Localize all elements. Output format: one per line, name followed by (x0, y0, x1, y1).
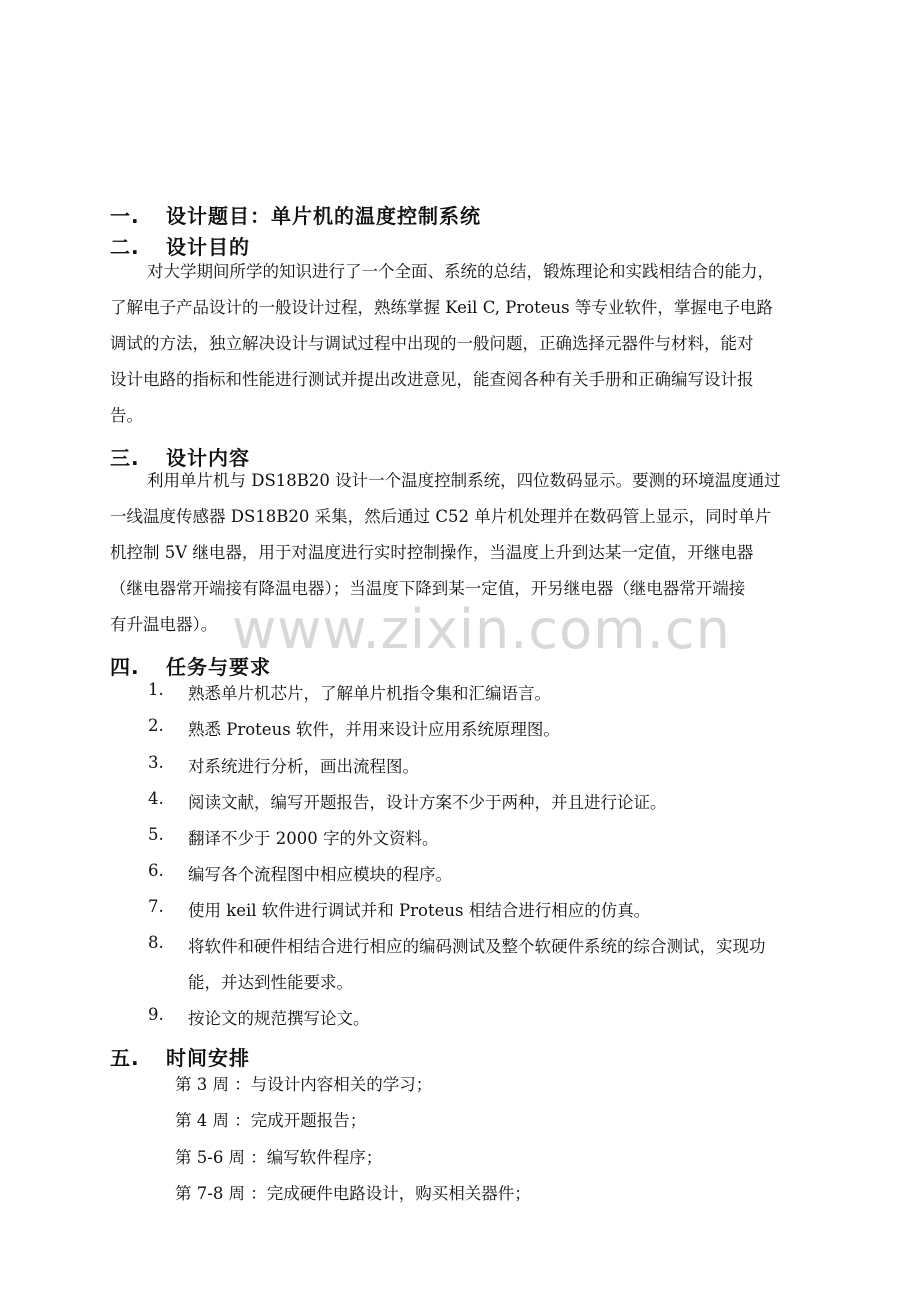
list-number: 8. (148, 933, 164, 952)
paragraph-line: 设计电路的指标和性能进行测试并提出改进意见，能查阅各种有关手册和正确编写设计报 (110, 370, 754, 389)
paragraph-line: 调试的方法，独立解决设计与调试过程中出现的一般问题，正确选择元器件与材料，能对 (110, 334, 754, 353)
list-number: 1. (148, 680, 164, 699)
section-3-paragraph (110, 463, 840, 643)
section-title: 设计内容 (166, 446, 250, 470)
paragraph-line: 利用单片机与 DS18B20 设计一个温度控制系统，四位数码显示。要测的环境温度通过 (147, 471, 781, 490)
section-title: 设计目的 (166, 235, 250, 259)
section-number: 三. (110, 446, 140, 470)
list-text: 阅读文献，编写开题报告，设计方案不少于两种，并且进行论证。 (188, 793, 667, 812)
section-number: 四. (110, 655, 140, 679)
list-text: 翻译不少于 2000 字的外文资料。 (188, 829, 439, 848)
list-text: 熟悉 Proteus 软件，并用来设计应用系统原理图。 (188, 720, 560, 739)
section-1-heading (110, 200, 481, 229)
list-number: 5. (148, 825, 164, 844)
section-number: 一. (110, 204, 140, 228)
schedule-item: 第 3 周 ：与设计内容相关的学习； (175, 1075, 433, 1094)
list-number: 6. (148, 861, 164, 880)
paragraph-line: 有升温电器）。 (110, 615, 218, 634)
section-number: 五. (110, 1046, 140, 1070)
list-text: 对系统进行分析，画出流程图。 (188, 757, 419, 776)
list-number: 9. (148, 1005, 164, 1024)
list-text: 使用 keil 软件进行调试并和 Proteus 相结合进行相应的仿真。 (188, 901, 651, 920)
schedule-item: 第 5-6 周 ：编写软件程序； (175, 1148, 383, 1167)
list-text: 按论文的规范撰写论文。 (188, 1009, 370, 1028)
section-title: 设计题目：单片机的温度控制系统 (166, 204, 481, 228)
list-text: 编写各个流程图中相应模块的程序。 (188, 865, 452, 884)
paragraph-line: 告。 (110, 406, 143, 425)
list-text: 将软件和硬件相结合进行相应的编码测试及整个软硬件系统的综合测试，实现功 (188, 937, 766, 956)
list-number: 4. (148, 789, 164, 808)
section-title: 任务与要求 (166, 655, 271, 679)
list-number: 2. (148, 716, 164, 735)
schedule-item: 第 7-8 周 ：完成硬件电路设计，购买相关器件； (175, 1184, 531, 1203)
paragraph-line: 对大学期间所学的知识进行了一个全面、系统的总结，锻炼理论和实践相结合的能力， (147, 262, 774, 281)
list-number: 3. (148, 753, 164, 772)
paragraph-line: 机控制 5V 继电器，用于对温度进行实时控制操作，当温度上升到达某一定值，开继电器 (110, 543, 754, 562)
list-text-continued: 能，并达到性能要求。 (188, 973, 353, 992)
paragraph-line: 了解电子产品设计的一般设计过程，熟练掌握 Keil C, Proteus 等专业软件，掌握电子电路 (110, 298, 773, 317)
list-text: 熟悉单片机芯片，了解单片机指令集和汇编语言。 (188, 684, 551, 703)
paragraph-line: 一线温度传感器 DS18B20 采集，然后通过 C52 单片机处理并在数码管上显示，同时单片 (110, 507, 772, 526)
section-5-heading (110, 1042, 250, 1071)
schedule-item: 第 4 周 ：完成开题报告； (175, 1111, 367, 1130)
section-title: 时间安排 (166, 1046, 250, 1070)
watermark: www.zixin.com.cn (232, 598, 731, 661)
list-number: 7. (148, 897, 164, 916)
section-2-paragraph (110, 254, 840, 434)
paragraph-line: （继电器常开端接有降温电器）；当温度下降到某一定值，开另继电器（继电器常开端接 (110, 579, 746, 598)
section-4-heading (110, 651, 271, 680)
section-number: 二. (110, 235, 140, 259)
